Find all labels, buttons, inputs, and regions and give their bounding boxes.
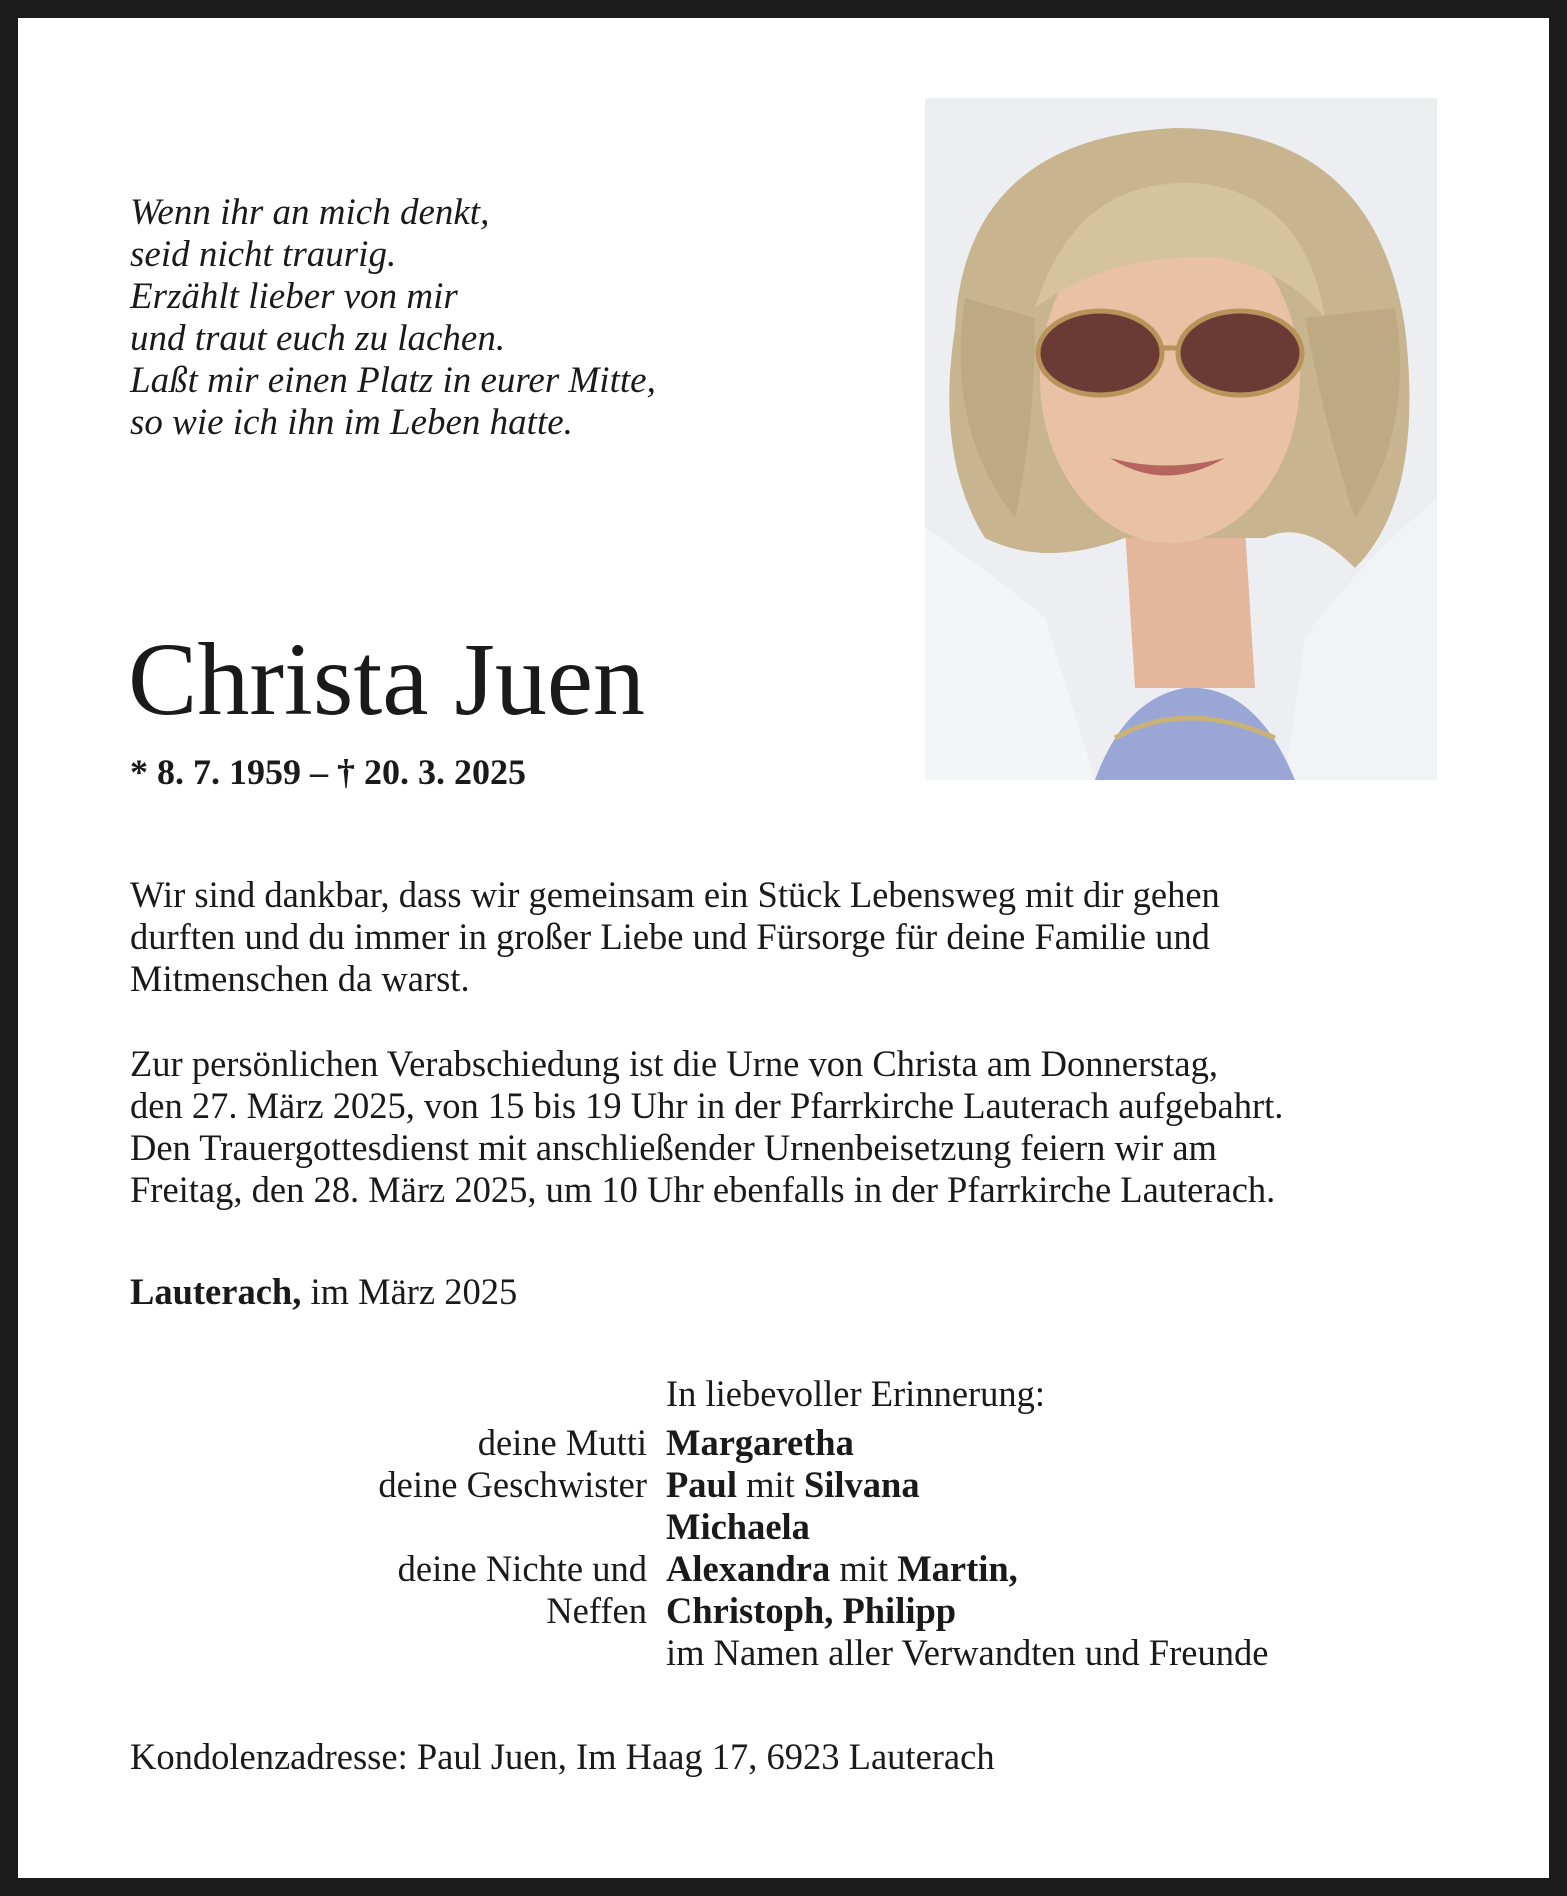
family-relation: deine Mutti (477, 1422, 647, 1463)
paragraph-line: Zur persönlichen Verabschiedung ist die Urne von Christa am Donnerstag, (130, 1043, 1218, 1084)
family-names (666, 1632, 1268, 1674)
family-name-part: Margaretha (666, 1422, 854, 1463)
family-name-part: mit (737, 1464, 804, 1505)
deceased-name: Christa Juen (128, 622, 646, 737)
poem-line: Erzählt lieber von mir (130, 276, 458, 317)
poem-line: und traut euch zu lachen. (130, 318, 506, 359)
poem-line: so wie ich ihn im Leben hatte. (130, 402, 573, 443)
paragraph-line: den 27. März 2025, von 15 bis 19 Uhr in der Pfarrkirche Lauterach aufgebahrt. (130, 1085, 1284, 1126)
remembrance-heading: In liebevoller Erinnerung: (666, 1373, 1046, 1414)
poem (130, 192, 656, 444)
gratitude-paragraph (130, 874, 1220, 1000)
family-names (666, 1590, 956, 1632)
family-name-part: Martin, (897, 1548, 1018, 1589)
paragraph-line: durften und du immer in großer Liebe und Fürsorge für deine Familie und (130, 916, 1210, 957)
poem-line: Laßt mir einen Platz in eurer Mitte, (130, 360, 656, 401)
family-relation: deine Nichte und (397, 1548, 647, 1589)
place-city: Lauterach, (130, 1271, 302, 1312)
portrait-photo (925, 98, 1437, 780)
family-row (0, 1632, 1567, 1674)
family-names (666, 1548, 1018, 1590)
family-row (0, 1590, 1567, 1632)
family-names (666, 1506, 810, 1548)
family-row (0, 1422, 1567, 1464)
family-name-part: Silvana (803, 1464, 920, 1505)
family-name-part: Alexandra (666, 1548, 831, 1589)
family-name-part: Paul (666, 1464, 737, 1505)
paragraph-line: Mitmenschen da warst. (130, 958, 470, 999)
place-date (130, 1270, 517, 1314)
family-name-part: im Namen aller Verwandten und Freunde (666, 1632, 1269, 1673)
paragraph-line: Freitag, den 28. März 2025, um 10 Uhr ebenfalls in der Pfarrkirche Lauterach. (130, 1169, 1276, 1210)
family-row (0, 1506, 1567, 1548)
family-name-part: mit (830, 1548, 898, 1589)
family-name-part: Christoph, Philipp (666, 1590, 957, 1631)
family-relation: deine Geschwister (378, 1464, 647, 1505)
condolence-address: Kondolenzadresse: Paul Juen, Im Haag 17, 6923 Lauterach (130, 1736, 995, 1777)
poem-line: Wenn ihr an mich denkt, (130, 192, 490, 233)
family-names (666, 1464, 920, 1506)
family-names (666, 1422, 854, 1464)
paragraph-line: Den Trauergottesdienst mit anschließender Urnenbeisetzung feiern wir am (130, 1127, 1217, 1168)
poem-line: seid nicht traurig. (130, 234, 397, 275)
family-row (0, 1548, 1567, 1590)
funeral-info-paragraph (130, 1043, 1283, 1211)
place-month: im März 2025 (301, 1271, 518, 1312)
family-row (0, 1464, 1567, 1506)
family-relation: Neffen (546, 1590, 647, 1631)
family-name-part: Michaela (666, 1506, 810, 1547)
paragraph-line: Wir sind dankbar, dass wir gemeinsam ein Stück Lebensweg mit dir gehen (130, 874, 1220, 915)
life-dates: * 8. 7. 1959 – † 20. 3. 2025 (130, 752, 526, 792)
family-list (0, 1422, 1567, 1674)
